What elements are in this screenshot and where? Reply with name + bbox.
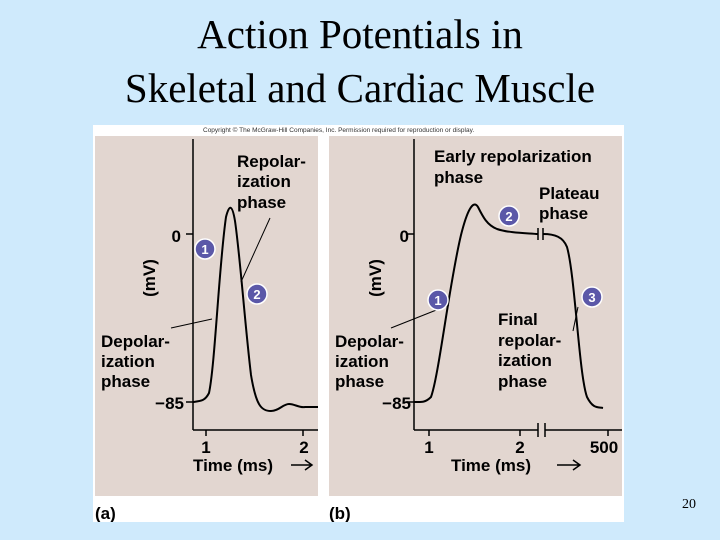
svg-text:Early repolarization: Early repolarization bbox=[434, 147, 592, 166]
panel-a-y-tick-0: 0 bbox=[171, 227, 181, 246]
svg-text:3: 3 bbox=[588, 290, 596, 305]
svg-text:2: 2 bbox=[505, 209, 513, 224]
panel-b-y-tick-0: 0 bbox=[399, 227, 409, 246]
svg-text:Final: Final bbox=[498, 310, 538, 329]
panel-a-marker-2 bbox=[247, 284, 267, 304]
svg-text:phase: phase bbox=[498, 372, 548, 391]
slide-title-line-2: Skeletal and Cardiac Muscle bbox=[124, 65, 596, 111]
panel-a-x-axis-label: Time (ms) bbox=[193, 456, 273, 475]
panel-b-x-tick-1: 1 bbox=[424, 438, 434, 457]
panel-a-marker-1 bbox=[195, 239, 215, 259]
svg-text:ization: ization bbox=[237, 172, 291, 191]
slide-title-line-1: Action Potentials in bbox=[197, 11, 523, 57]
svg-text:ization: ization bbox=[101, 352, 155, 371]
panel-b-marker-2 bbox=[499, 206, 519, 226]
copyright-notice: Copyright © The McGraw-Hill Companies, Inc. Permission required for reproduction or display. bbox=[203, 127, 475, 134]
svg-text:repolar-: repolar- bbox=[498, 331, 562, 350]
svg-text:ization: ization bbox=[498, 351, 552, 370]
panel-b-y-tick-85: −85 bbox=[382, 394, 411, 413]
svg-text:phase: phase bbox=[335, 372, 385, 391]
svg-text:2: 2 bbox=[253, 287, 261, 302]
panel-a-x-tick-2: 2 bbox=[299, 438, 309, 457]
panel-b-x-tick-3: 500 bbox=[589, 438, 619, 457]
panel-a-y-tick-85: −85 bbox=[155, 394, 184, 413]
svg-text:phase: phase bbox=[539, 204, 589, 223]
svg-text:Depolar-: Depolar- bbox=[101, 332, 170, 351]
panel-b-x-tick-2: 2 bbox=[515, 438, 525, 457]
panel-a-label: (a) bbox=[95, 504, 116, 522]
svg-text:Repolar-: Repolar- bbox=[237, 152, 306, 171]
action-potential-figure bbox=[93, 125, 624, 522]
svg-text:phase: phase bbox=[237, 193, 287, 212]
panel-b-y-axis-label: (mV) bbox=[366, 259, 385, 297]
svg-text:phase: phase bbox=[101, 372, 151, 391]
panel-b-x-axis-label: Time (ms) bbox=[451, 456, 531, 475]
svg-text:1: 1 bbox=[434, 293, 442, 308]
panel-a-y-axis-label: (mV) bbox=[140, 259, 159, 297]
svg-text:ization: ization bbox=[335, 352, 389, 371]
svg-text:phase: phase bbox=[434, 168, 484, 187]
svg-text:1: 1 bbox=[201, 242, 209, 257]
panel-b-label: (b) bbox=[329, 504, 351, 522]
svg-text:Depolar-: Depolar- bbox=[335, 332, 404, 351]
panel-b-marker-3 bbox=[582, 287, 602, 307]
svg-text:Plateau: Plateau bbox=[539, 184, 600, 203]
panel-b bbox=[329, 136, 622, 522]
slide-page-number: 20 bbox=[682, 497, 696, 512]
panel-a-x-tick-1: 1 bbox=[201, 438, 211, 457]
panel-b-marker-1 bbox=[428, 290, 448, 310]
panel-a bbox=[95, 136, 318, 522]
